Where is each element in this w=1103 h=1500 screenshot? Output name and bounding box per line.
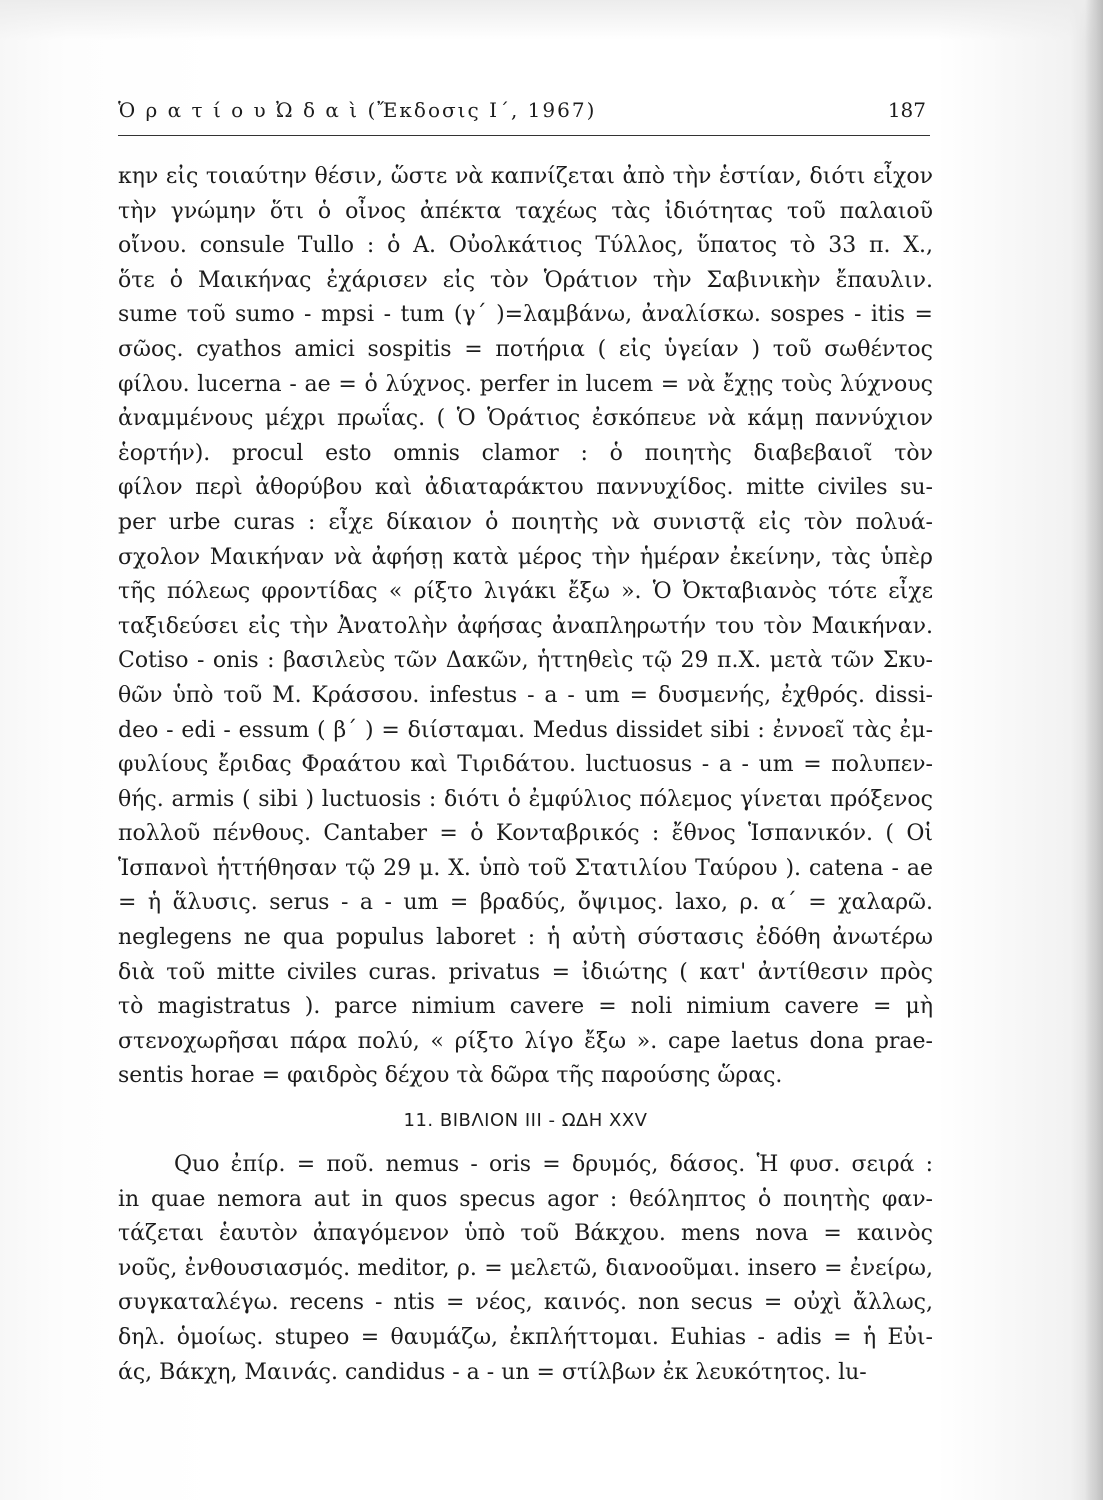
- text-line: σχολον Μαικήναν νὰ ἀφήσῃ κατὰ μέρος τὴν ἡμέραν ἐκείνην, τὰς ὑπὲρ: [118, 544, 933, 570]
- text-line: Quo ἐπίρ. = ποῦ. nemus - oris = δρυμός, δάσος. Ἡ φυσ. σειρά :: [174, 1152, 933, 1177]
- text-line: in quae nemora aut in quos specus agor : θεόληπτος ὁ ποιητὴς φαν-: [118, 1186, 933, 1212]
- text-line: θής. armis ( sibi ) luctuosis : διότι ὁ ἐμφύλιος πόλεμος γίνεται πρόξενος: [118, 786, 933, 812]
- text-line: neglegens ne qua populus laboret : ἡ αὐτὴ σύστασις ἐδόθη ἀνωτέρω: [118, 925, 933, 951]
- text-line: διὰ τοῦ mitte civiles curas. privatus = ἰδιώτης ( κατ' ἀντίθεσιν πρὸς: [118, 959, 933, 985]
- text-line: per urbe curas : εἶχε δίκαιον ὁ ποιητὴς νὰ συνιστᾷ εἰς τὸν πολυά-: [118, 509, 933, 535]
- section-heading: 11. ΒΙΒΛΙΟΝ ΙΙΙ - ΩΔΗ XXV: [403, 1110, 648, 1131]
- text-line: φίλον περὶ ἀθορύβου καὶ ἀδιαταράκτου παννυχίδος. mitte civiles su-: [118, 475, 933, 501]
- text-line: sentis horae = φαιδρὸς δέχου τὰ δῶρα τῆς παρούσης ὥρας.: [118, 1063, 783, 1089]
- text-line: sume τοῦ sumo - mpsi - tum (γ΄ )=λαμβάνω, ἀναλίσκω. sospes - itis =: [118, 302, 933, 328]
- text-line: νοῦς, ἐνθουσιασμός. meditor, ρ. = μελετῶ, διανοοῦμαι. insero = ἐνείρω,: [118, 1255, 933, 1281]
- text-line: ἀναμμένους μέχρι πρωΐας. ( Ὁ Ὁράτιος ἐσκόπευε νὰ κάμῃ παννύχιον: [118, 406, 933, 432]
- text-line: τὴν γνώμην ὅτι ὁ οἶνος ἀπέκτα ταχέως τὰς ἰδιότητας τοῦ παλαιοῦ: [118, 198, 933, 224]
- text-line: οἴνου. consule Tullo : ὁ Α. Οὐολκάτιος Τύλλος, ὕπατος τὸ 33 π. Χ.,: [118, 233, 933, 259]
- text-line: ὅτε ὁ Μαικήνας ἐχάρισεν εἰς τὸν Ὁράτιον τὴν Σαβινικὴν ἔπαυλιν.: [118, 267, 933, 293]
- text-line: = ἡ ἅλυσις. serus - a - um = βραδύς, ὄψιμος. laxo, ρ. α΄ = χαλαρῶ.: [118, 890, 933, 916]
- page-edge: [1085, 0, 1103, 1500]
- text-line: τῆς πόλεως φροντίδας « ρίξτο λιγάκι ἔξω ». Ὁ Ὀκταβιανὸς τότε εἶχε: [118, 579, 933, 605]
- text-line: στενοχωρῆσαι πάρα πολύ, « ρίξτο λίγο ἔξω ». cape laetus dona prae-: [118, 1028, 933, 1054]
- text-line: φυλίους ἔριδας Φραάτου καὶ Τιριδάτου. luctuosus - a - um = πολυπεν-: [118, 752, 933, 778]
- text-line: δηλ. ὁμοίως. stupeo = θαυμάζω, ἐκπλήττομαι. Euhias - adis = ἡ Εὐι-: [118, 1324, 933, 1350]
- text-line: Cotiso - onis : βασιλεὺς τῶν Δακῶν, ἡττηθεὶς τῷ 29 π.Χ. μετὰ τῶν Σκυ-: [118, 648, 933, 674]
- page-number: 187: [887, 98, 926, 122]
- text-line: κην εἰς τοιαύτην θέσιν, ὥστε νὰ καπνίζεται ἀπὸ τὴν ἑστίαν, διότι εἶχον: [118, 164, 933, 189]
- text-line: ἑορτήν). procul esto omnis clamor : ὁ ποιητὴς διαβεβαιοῖ τὸν: [118, 440, 933, 466]
- text-line: συγκαταλέγω. recens - ntis = νέος, καινός. non secus = οὐχὶ ἄλλως,: [118, 1290, 933, 1316]
- section-text: [118, 1148, 933, 1390]
- text-line: πολλοῦ πένθους. Cantaber = ὁ Κονταβρικός : ἔθνος Ἱσπανικόν. ( Οἱ: [118, 821, 933, 847]
- text-line: τάζεται ἑαυτὸν ἀπαγόμενον ὑπὸ τοῦ Βάκχου. mens nova = καινὸς: [118, 1221, 933, 1247]
- text-line: ταξιδεύσει εἰς τὴν Ἀνατολὴν ἀφήσας ἀναπληρωτήν του τὸν Μαικήναν.: [118, 613, 933, 639]
- running-header: [118, 95, 930, 136]
- scan-shadow: [0, 0, 1103, 40]
- text-line: φίλου. lucerna - ae = ὁ λύχνος. perfer in lucem = νὰ ἔχῃς τοὺς λύχνους: [118, 371, 933, 397]
- text-line: σῶος. cyathos amici sospitis = ποτήρια ( εἰς ὑγείαν ) τοῦ σωθέντος: [118, 336, 933, 362]
- text-line: Ἱσπανοὶ ἡττήθησαν τῷ 29 μ. Χ. ὑπὸ τοῦ Στατιλίου Ταύρου ). catena - ae: [118, 855, 933, 881]
- text-line: τὸ magistratus ). parce nimium cavere = noli nimium cavere = μὴ: [118, 994, 933, 1020]
- text-line: άς, Βάκχη, Μαινάς. candidus - a - un = στίλβων ἐκ λευκότητος. lu-: [118, 1359, 867, 1385]
- text-line: θῶν ὑπὸ τοῦ Μ. Κράσσου. infestus - a - um = δυσμενής, ἐχθρός. dissi-: [118, 682, 933, 708]
- body-text: [118, 160, 933, 1094]
- header-title: Ὁ ρ α τ ί ο υ Ὠ δ α ὶ (Ἔκδοσις Ι΄, 1967): [118, 98, 597, 122]
- text-line: deo - edi - essum ( β΄ ) = διίσταμαι. Medus dissidet sibi : ἐννοεῖ τὰς ἐμ-: [118, 717, 933, 743]
